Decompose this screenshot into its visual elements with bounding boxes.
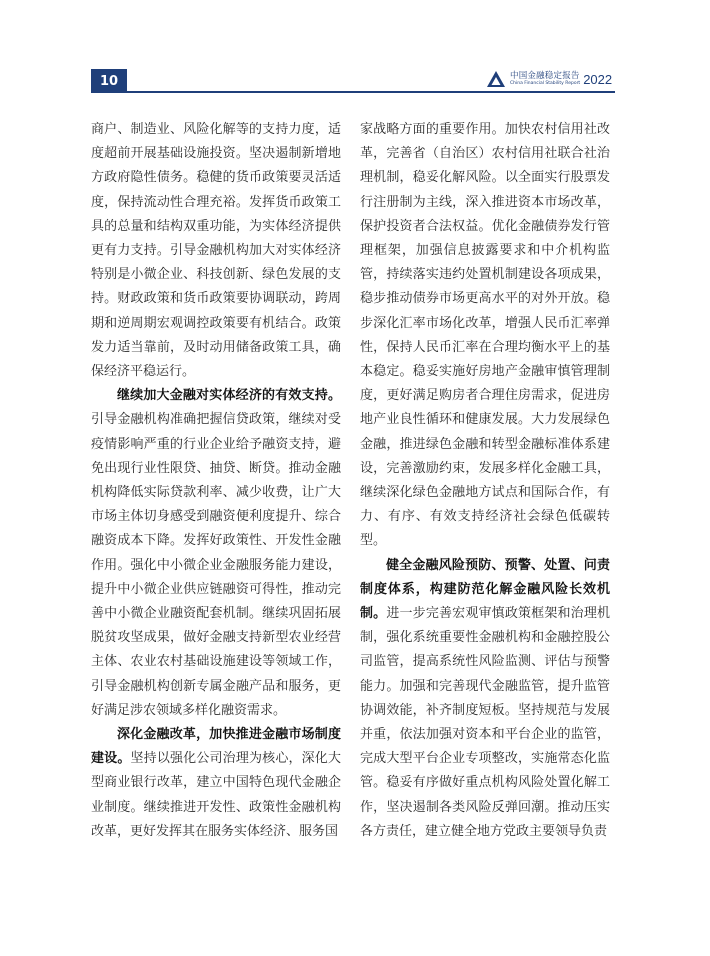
- left-paragraph-3-body: 坚持以强化公司治理为核心，深化大型商业银行改革，建立中国特色现代金融企业制度。继续推进开发性、政策性金融机构改革，更好发挥其在服务实体经济、服务国: [91, 751, 341, 839]
- left-paragraph-2-heading: 继续加大金融对实体经济的有效支持。: [117, 388, 341, 404]
- right-paragraph-1: 家战略方面的重要作用。加快农村信用社改革，完善省（自治区）农村信用社联合社治理机制，稳妥化解风险。以全面实行股票发行注册制为主线，深入推进资本市场改革，保护投资者合法权益。优化金融债券发行管理框架，加强信息披露要求和中介机构监管，持续落实违约处置机制建设各项成果，稳步推动债券市场更高水平的对外开放。稳步深化汇率市场化改革，增强人民币汇率弹性，保持人民币汇率在合理均衡水平上的基本稳定。稳妥实施好房地产金融审慎管理制度，更好满足购房者合理住房需求，促进房地产业良性循环和健康发展。大力发展绿色金融，推进绿色金融和转型金融标准体系建设，完善激励约束，发展多样化金融工具，继续深化绿色金融地方试点和国际合作，有力、有序、有效支持经济社会绿色低碳转型。: [360, 122, 610, 549]
- left-paragraph-3-heading: 深化金融改革，加快推进金融市场制度建设。: [91, 727, 341, 767]
- report-logo: [486, 70, 612, 88]
- right-paragraph-2: [360, 554, 610, 844]
- right-paragraph-2-body: 进一步完善宏观审慎政策框架和治理机制，强化系统重要性金融机构和金融控股公司监管，提高系统性风险监测、评估与预警能力。加强和完善现代金融监管，提升监管协调效能，补齐制度短板。坚持规范与发展并重，依法加强对资本和平台企业的监管，完成大型平台企业专项整改，实施常态化监管。稳妥有序做好重点机构风险处置化解工作，坚决遏制各类风险反弹回潮。推动压实各方责任，建立健全地方党政主要领导负责: [360, 606, 610, 839]
- left-paragraph-2-body: 引导金融机构准确把握信贷政策，继续对受疫情影响严重的行业企业给予融资支持，避免出现行业性限贷、抽贷、断贷。推动金融机构降低实际贷款利率、减少收费，让广大市场主体切身感受到融资便利度提升、综合融资成本下降。发挥好政策性、开发性金融作用。强化中小微企业金融服务能力建设，提升中小微企业供应链融资可得性，推动完善中小微企业融资配套机制。继续巩固拓展脱贫攻坚成果，做好金融支持新型农业经营主体、农业农村基础设施建设等领域工作，引导金融机构创新专属金融产品和服务，更好满足涉农领域多样化融资需求。: [91, 412, 341, 718]
- report-year: 2022: [583, 71, 613, 87]
- left-paragraph-3: [91, 723, 341, 844]
- page-number: 10: [91, 69, 127, 93]
- report-title-block: [510, 72, 580, 87]
- header-rule: [127, 91, 615, 93]
- report-title-en: China Financial Stability Report: [510, 81, 581, 86]
- left-paragraph-2: [91, 384, 341, 723]
- mountain-logo-icon: [486, 70, 506, 88]
- left-paragraph-1: 商户、制造业、风险化解等的支持力度，适度超前开展基础设施投资。坚决遏制新增地方政府隐性债务。稳健的货币政策要灵活适度，保持流动性合理充裕。发挥货币政策工具的总量和结构双重功能，为实体经济提供更有力支持。引导金融机构加大对实体经济特别是小微企业、科技创新、绿色发展的支持。财政政策和货币政策要协调联动，跨周期和逆周期宏观调控政策要有机结合。政策发力适当靠前，及时动用储备政策工具，确保经济平稳运行。: [91, 122, 341, 380]
- left-column: [91, 118, 341, 844]
- right-column: [360, 118, 610, 844]
- report-title-cn: 中国金融稳定报告: [510, 70, 580, 81]
- right-paragraph-2-heading: 健全金融风险预防、预警、处置、问责制度体系，构建防范化解金融风险长效机制。: [360, 557, 610, 622]
